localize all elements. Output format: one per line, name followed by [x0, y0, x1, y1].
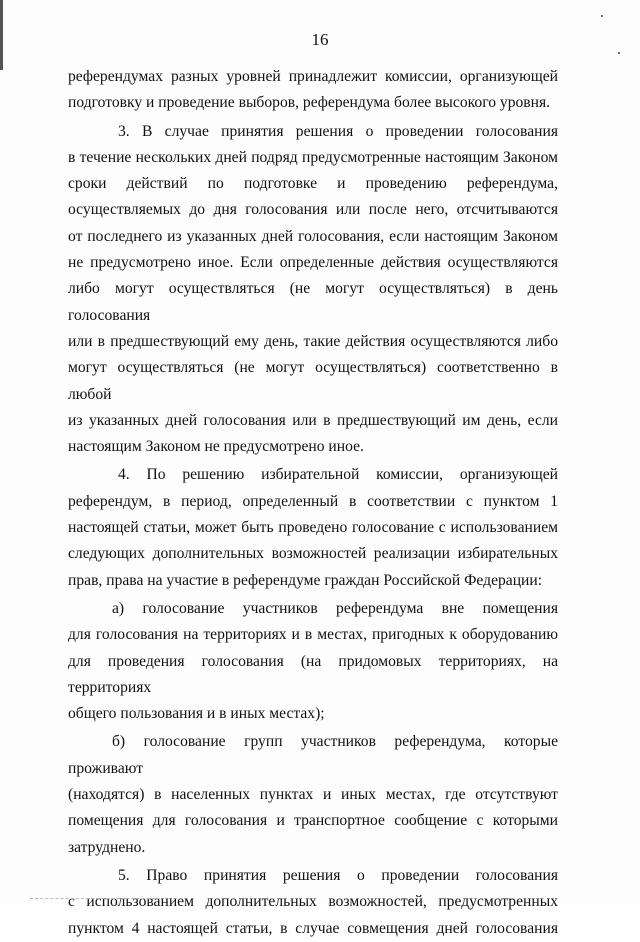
scan-speck: [601, 15, 603, 17]
text-line: 5. Право принятия решения о проведении голосования: [118, 866, 558, 884]
text-line: прав, права на участие в референдуме граждан Российской Федерации:: [68, 571, 543, 589]
text-line: пунктом 4 настоящей статьи, в случае совмещения дней голосования: [68, 919, 558, 937]
text-line: референдумах разных уровней принадлежит комиссии, организующей: [68, 68, 558, 85]
text-line: или в предшествующий ему день, такие действия осуществляются либо: [68, 332, 558, 350]
text-line: с использованием дополнительных возможностей, предусмотренных: [68, 893, 558, 911]
text-line: затруднено.: [68, 838, 146, 856]
paragraph-4: [68, 462, 558, 593]
text-line: могут осуществляться (не могут осуществляться) соответственно в любой: [68, 359, 558, 403]
paragraph-4b: [68, 729, 558, 860]
text-line: а) голосование участников референдума вне помещения: [112, 599, 558, 617]
scan-speck: [618, 52, 620, 54]
text-line: референдум, в период, определенный в соответствии с пунктом 1: [68, 492, 558, 510]
paragraph-5: [68, 863, 558, 942]
text-line: следующих дополнительных возможностей реализации избирательных: [68, 545, 558, 563]
paragraph-4a: [68, 596, 558, 727]
text-line: либо могут осуществляться (не могут осуществляться) в день голосования: [68, 280, 558, 324]
scan-footer-mark: [30, 896, 160, 899]
text-line: б) голосование групп участников референдума, которые проживают: [68, 733, 558, 777]
paragraph-3: [68, 119, 558, 461]
document-body: [68, 64, 558, 942]
text-line: (находятся) в населенных пунктах и иных местах, где отсутствуют: [68, 786, 558, 804]
text-line: в течение нескольких дней подряд предусмотренные настоящим Законом: [68, 148, 558, 166]
paragraph-continuation: [68, 64, 558, 117]
text-line: настоящим Законом не предусмотрено иное.: [68, 438, 364, 456]
text-line: 3. В случае принятия решения о проведении голосования: [118, 122, 558, 140]
text-line: сроки действий по подготовке и проведению референдума,: [68, 175, 558, 193]
text-line: помещения для голосования и транспортное сообщение с которыми: [68, 812, 558, 830]
text-line: для голосования на территориях и в местах, пригодных к оборудованию: [68, 626, 558, 644]
text-line: для проведения голосования (на придомовых территориях, на территориях: [68, 652, 558, 696]
page-number: 16: [311, 30, 329, 49]
text-line: общего пользования и в иных местах);: [68, 705, 325, 723]
text-line: не предусмотрено иное. Если определенные действия осуществляются: [68, 254, 558, 272]
text-line: 4. По решению избирательной комиссии, организующей: [118, 466, 558, 484]
text-line: от последнего из указанных дней голосования, если настоящим Законом: [68, 227, 558, 245]
text-line: осуществляемых до дня голосования или после него, отсчитываются: [68, 201, 558, 219]
text-line: из указанных дней голосования или в предшествующий им день, если: [68, 411, 558, 429]
text-line: подготовку и проведение выборов, референдума более высокого уровня.: [68, 94, 551, 112]
text-line: настоящей статьи, может быть проведено голосование с использованием: [68, 519, 558, 537]
